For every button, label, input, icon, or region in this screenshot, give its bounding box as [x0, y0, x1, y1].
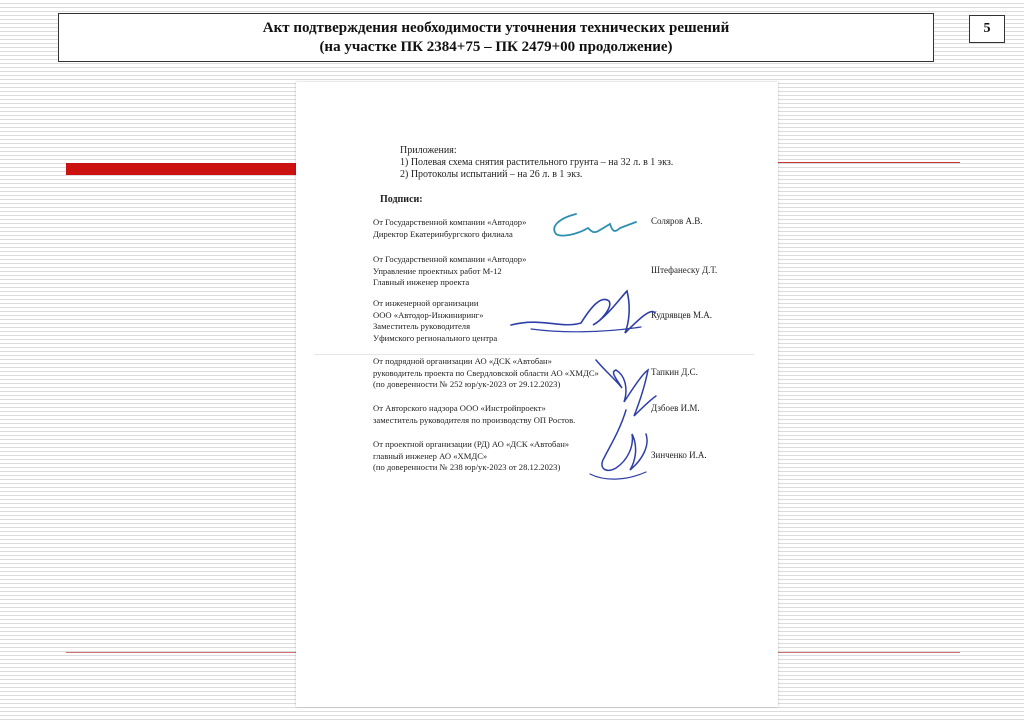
- signatures-heading: Подписи:: [380, 194, 423, 205]
- signatory-name: Зинченко И.А.: [651, 450, 707, 460]
- signatory-line: руководитель проекта по Свердловской области АО «ХМДС»: [373, 367, 599, 378]
- signatory-block: [373, 298, 497, 344]
- signatory-line: Управление проектных работ М-12: [373, 265, 502, 276]
- signatory-line: Директор Екатеринбургского филиала: [373, 228, 513, 239]
- signatory-line: От проектной организации (РД) АО «ДСК «Автобан»: [373, 439, 570, 449]
- signature-icon: [501, 277, 661, 347]
- accent-bar: [66, 163, 298, 175]
- signatory-line: ООО «Автодор-Инжиниринг»: [373, 309, 484, 320]
- signatory-line: От подрядной организации АО «ДСК «Автобан»: [373, 356, 552, 366]
- signatory-line: главный инженер АО «ХМДС»: [373, 450, 488, 461]
- slide-title: [58, 13, 934, 62]
- signatory-name: Штефанеску Д.Т.: [651, 265, 718, 275]
- accent-line: [778, 162, 960, 163]
- attachment-item: 1) Полевая схема снятия растительного грунта – на 32 л. в 1 экз.: [400, 157, 674, 168]
- signatory-line: Уфимского регионального центра: [373, 332, 498, 343]
- signature-icon: [576, 350, 686, 490]
- signatory-line: Главный инженер проекта: [373, 277, 470, 287]
- signatory-line: Заместитель руководителя: [373, 321, 471, 331]
- signatory-name: Соляров А.В.: [651, 216, 703, 226]
- signatory-line: От Государственной компании «Автодор»: [373, 254, 527, 264]
- signatory-line: От Государственной компании «Автодор»: [373, 217, 527, 227]
- footer-line-left: [66, 652, 296, 653]
- attachment-item: 2) Протоколы испытаний – на 26 л. в 1 экз.: [400, 169, 583, 180]
- signatory-block: [373, 217, 526, 240]
- signatory-name: Кудрявцев М.А.: [651, 310, 713, 320]
- signatory-line: (по доверенности № 238 юр/ук-2023 от 28.12.2023): [373, 462, 561, 472]
- scanned-document: [296, 82, 778, 707]
- signatory-name: Дзбоев И.М.: [651, 403, 700, 413]
- signatory-line: заместитель руководителя по производству ОП Ростов.: [373, 414, 576, 425]
- signature-icon: [548, 208, 640, 242]
- page-number: 5: [969, 15, 1005, 43]
- signatory-line: От Авторского надзора ООО «Инстройпроект»: [373, 403, 546, 413]
- attachments-heading: Приложения:: [400, 145, 457, 156]
- signatory-block: [373, 439, 569, 474]
- slide-title-line2: (на участке ПК 2384+75 – ПК 2479+00 продолжение): [319, 38, 673, 55]
- attachments: [400, 145, 673, 181]
- signatory-name: Тапкин Д.С.: [651, 367, 698, 377]
- scan-artifact-line: [314, 354, 754, 355]
- slide-title-line1: Акт подтверждения необходимости уточнения технических решений: [262, 19, 730, 36]
- signatory-line: От инженерной организации: [373, 298, 479, 308]
- signatory-line: (по доверенности № 252 юр/ук-2023 от 29.12.2023): [373, 379, 561, 389]
- signatory-block: [373, 403, 575, 426]
- footer-line-right: [778, 652, 960, 653]
- signatory-block: [373, 356, 599, 391]
